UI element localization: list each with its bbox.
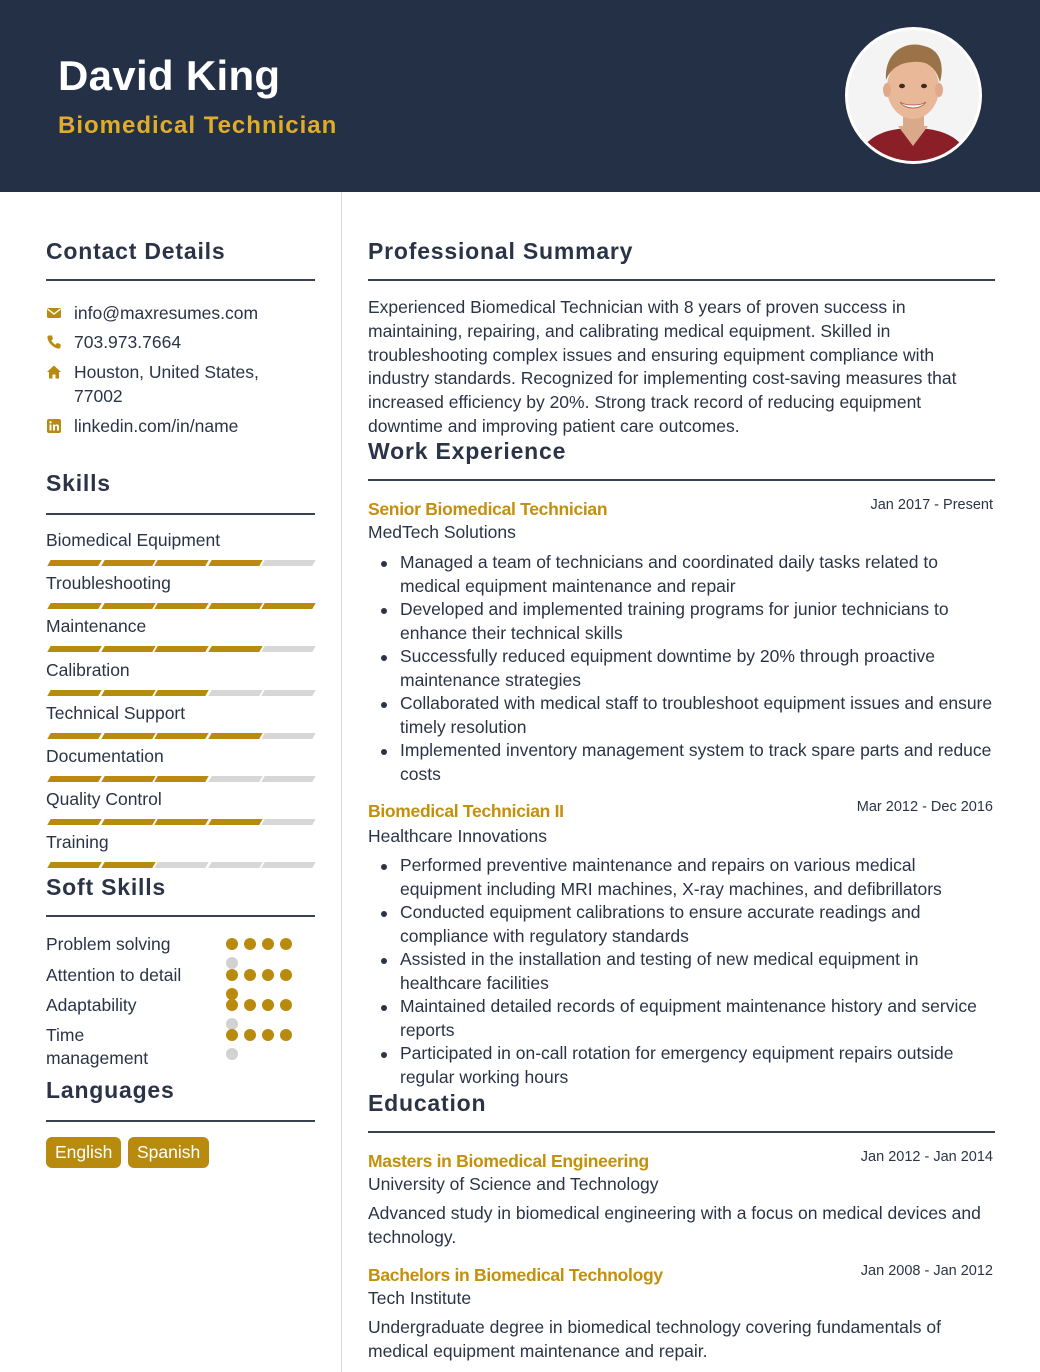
job-bullet: Maintained detailed records of equipment maintenance history and service reports bbox=[368, 995, 995, 1042]
language-badge: Spanish bbox=[128, 1137, 209, 1168]
skill-level-segment bbox=[154, 733, 208, 739]
degree-title: Masters in Biomedical Engineering bbox=[368, 1151, 649, 1171]
skill-level-segment bbox=[261, 733, 315, 739]
skill-level-segment bbox=[47, 776, 101, 782]
soft-skill-dot bbox=[262, 1029, 274, 1041]
skill-level-segment bbox=[47, 560, 101, 566]
skill-level-segment bbox=[261, 560, 315, 566]
profile-photo bbox=[845, 27, 982, 164]
degree-dates: Jan 2008 - Jan 2012 bbox=[860, 1263, 993, 1279]
skill-level-bar bbox=[46, 819, 315, 825]
job-bullet: Participated in on-call rotation for emergency equipment repairs outside regular working hours bbox=[368, 1042, 995, 1089]
soft-skill-name: Adaptability bbox=[46, 995, 137, 1015]
skill-level-bar bbox=[46, 776, 315, 782]
soft-skill-name: Attention to detail bbox=[46, 965, 182, 985]
degree-dates: Jan 2012 - Jan 2014 bbox=[860, 1149, 993, 1165]
skill-level-bar bbox=[46, 733, 315, 739]
skill-level-segment bbox=[208, 733, 262, 739]
job-company: MedTech Solutions bbox=[368, 522, 516, 542]
soft-skill-dot bbox=[244, 1029, 256, 1041]
degree-title: Bachelors in Biomedical Technology bbox=[368, 1265, 663, 1285]
skill-level-segment bbox=[101, 560, 155, 566]
skill-level-segment bbox=[47, 646, 101, 652]
contact-email-text: info@maxresumes.com bbox=[74, 303, 259, 323]
skill-level-bar bbox=[46, 646, 315, 652]
skill-level-segment bbox=[47, 862, 101, 868]
soft-skills-rule bbox=[46, 915, 315, 917]
skills-rule bbox=[46, 513, 315, 515]
skill-level-segment bbox=[154, 819, 208, 825]
skill-level-segment bbox=[154, 776, 208, 782]
skill-level-segment bbox=[208, 862, 262, 868]
skill-level-segment bbox=[154, 862, 208, 868]
candidate-name: David King bbox=[58, 52, 281, 99]
resume-header bbox=[0, 0, 1040, 192]
skill-level-segment bbox=[101, 646, 155, 652]
skill-name: Quality Control bbox=[46, 789, 162, 810]
skill-level-segment bbox=[261, 819, 315, 825]
skill-name: Calibration bbox=[46, 659, 130, 680]
skill-level-bar bbox=[46, 603, 315, 609]
degree-school: Tech Institute bbox=[368, 1288, 472, 1308]
skill-level-segment bbox=[154, 560, 208, 566]
phone-icon bbox=[46, 330, 74, 350]
summary-text: Experienced Biomedical Technician with 8 years of proven success in maintaining, repairing, and calibrating medical equipment. Skilled in troubleshooting complex issues and ensuring equipment compliance with industry standards. Recognized for implementing cost-saving measures that increased efficiency by 20%. Strong track record of reducing equipment downtime and improving patient care outcomes. bbox=[368, 297, 957, 436]
experience-heading: Work Experience bbox=[368, 438, 567, 464]
soft-skill-dot bbox=[262, 999, 274, 1011]
skill-level-bar bbox=[46, 690, 315, 696]
skill-name: Maintenance bbox=[46, 616, 147, 637]
contact-phone-text: 703.973.7664 bbox=[74, 332, 182, 352]
skill-level-segment bbox=[261, 690, 315, 696]
degree-description: Advanced study in biomedical engineering with a focus on medical devices and technology. bbox=[368, 1203, 981, 1247]
job-bullet: Conducted equipment calibrations to ensure accurate readings and compliance with regulatory standards bbox=[368, 901, 995, 948]
linkedin-icon bbox=[46, 414, 74, 434]
skill-level-segment bbox=[261, 603, 315, 609]
skill-level-segment bbox=[101, 819, 155, 825]
skill-level-bar bbox=[46, 862, 315, 868]
soft-skill-dot bbox=[280, 938, 292, 950]
job-bullet: Successfully reduced equipment downtime by 20% through proactive maintenance strategies bbox=[368, 645, 995, 692]
skill-level-segment bbox=[154, 690, 208, 696]
skill-level-segment bbox=[101, 603, 155, 609]
contact-rule bbox=[46, 279, 315, 281]
job-bullet: Implemented inventory management system to track spare parts and reduce costs bbox=[368, 739, 995, 786]
skill-level-segment bbox=[101, 862, 155, 868]
skill-level-segment bbox=[261, 862, 315, 868]
contact-phone[interactable] bbox=[46, 330, 315, 354]
summary-heading: Professional Summary bbox=[368, 238, 634, 264]
skill-level-segment bbox=[208, 646, 262, 652]
contact-address bbox=[46, 360, 286, 408]
home-icon bbox=[46, 360, 74, 380]
soft-skill-dot bbox=[226, 938, 238, 950]
languages-heading: Languages bbox=[46, 1077, 175, 1103]
soft-skill-dot bbox=[262, 938, 274, 950]
summary-rule bbox=[368, 279, 995, 281]
job-bullet: Collaborated with medical staff to troubleshoot equipment issues and ensure timely resolution bbox=[368, 692, 995, 739]
skill-name: Biomedical Equipment bbox=[46, 530, 221, 550]
education-heading: Education bbox=[368, 1090, 487, 1116]
soft-skill-dot bbox=[280, 969, 292, 981]
degree-school: University of Science and Technology bbox=[368, 1174, 659, 1194]
degree-description: Undergraduate degree in biomedical technology covering fundamentals of medical equipment maintenance and repair. bbox=[368, 1317, 942, 1361]
skill-level-segment bbox=[101, 776, 155, 782]
skill-name: Troubleshooting bbox=[46, 573, 171, 594]
profile-photo-illustration bbox=[848, 30, 979, 161]
job-bullet: Managed a team of technicians and coordinated daily tasks related to medical equipment maintenance and repair bbox=[368, 551, 995, 598]
language-badge: English bbox=[46, 1137, 121, 1168]
skill-name: Technical Support bbox=[46, 702, 186, 723]
skill-name: Training bbox=[46, 832, 109, 853]
languages-rule bbox=[46, 1120, 315, 1122]
soft-skill-dot bbox=[244, 999, 256, 1011]
skill-level-segment bbox=[208, 560, 262, 566]
soft-skill-dot bbox=[226, 999, 238, 1011]
job-dates: Jan 2017 - Present bbox=[870, 497, 993, 513]
soft-skills-heading: Soft Skills bbox=[46, 874, 166, 900]
skill-level-segment bbox=[154, 603, 208, 609]
skill-level-bar bbox=[46, 560, 315, 566]
job-bullet: Assisted in the installation and testing of new medical equipment in healthcare facilities bbox=[368, 948, 995, 995]
soft-skill-dot bbox=[226, 1048, 238, 1060]
skill-level-segment bbox=[261, 776, 315, 782]
skill-level-segment bbox=[47, 733, 101, 739]
contact-address-text: Houston, United States, 77002 bbox=[74, 362, 259, 406]
contact-email[interactable] bbox=[46, 301, 315, 325]
soft-skill-dot bbox=[262, 969, 274, 981]
job-company: Healthcare Innovations bbox=[368, 826, 547, 846]
contact-linkedin-text: linkedin.com/in/name bbox=[74, 416, 239, 436]
skill-level-segment bbox=[101, 733, 155, 739]
job-bullets bbox=[368, 551, 995, 786]
soft-skill-dot bbox=[280, 999, 292, 1011]
job-bullet: Performed preventive maintenance and repairs on various medical equipment including MRI machines, X-ray machines, and defibrillators bbox=[368, 854, 995, 901]
job-title: Biomedical Technician II bbox=[368, 801, 564, 821]
job-bullets bbox=[368, 854, 995, 1089]
soft-skill-name: Time management bbox=[46, 1025, 149, 1068]
soft-skill-dot bbox=[244, 938, 256, 950]
job-bullet: Developed and implemented training programs for junior technicians to enhance their technical skills bbox=[368, 598, 995, 645]
soft-skill-dot bbox=[244, 969, 256, 981]
skill-level-segment bbox=[208, 690, 262, 696]
skill-name: Documentation bbox=[46, 746, 164, 766]
skill-level-segment bbox=[47, 690, 101, 696]
soft-skill-dot bbox=[226, 1029, 238, 1041]
candidate-title: Biomedical Technician bbox=[58, 112, 338, 139]
job-dates: Mar 2012 - Dec 2016 bbox=[856, 799, 993, 815]
soft-skill-dot bbox=[280, 1029, 292, 1041]
skill-level-segment bbox=[101, 690, 155, 696]
column-divider bbox=[341, 192, 342, 1372]
job-title: Senior Biomedical Technician bbox=[368, 499, 608, 519]
soft-skill-dot bbox=[226, 957, 238, 969]
skill-level-segment bbox=[47, 819, 101, 825]
skill-level-segment bbox=[261, 646, 315, 652]
skill-level-segment bbox=[208, 603, 262, 609]
skill-level-segment bbox=[208, 819, 262, 825]
skill-level-segment bbox=[208, 776, 262, 782]
skill-level-segment bbox=[154, 646, 208, 652]
skill-level-segment bbox=[47, 603, 101, 609]
envelope-icon bbox=[46, 301, 74, 321]
experience-rule bbox=[368, 479, 995, 481]
skills-heading: Skills bbox=[46, 470, 111, 496]
education-rule bbox=[368, 1131, 995, 1133]
contact-linkedin[interactable] bbox=[46, 414, 315, 438]
soft-skill-name: Problem solving bbox=[46, 934, 171, 954]
contact-heading: Contact Details bbox=[46, 238, 226, 264]
soft-skill-dot bbox=[226, 969, 238, 981]
